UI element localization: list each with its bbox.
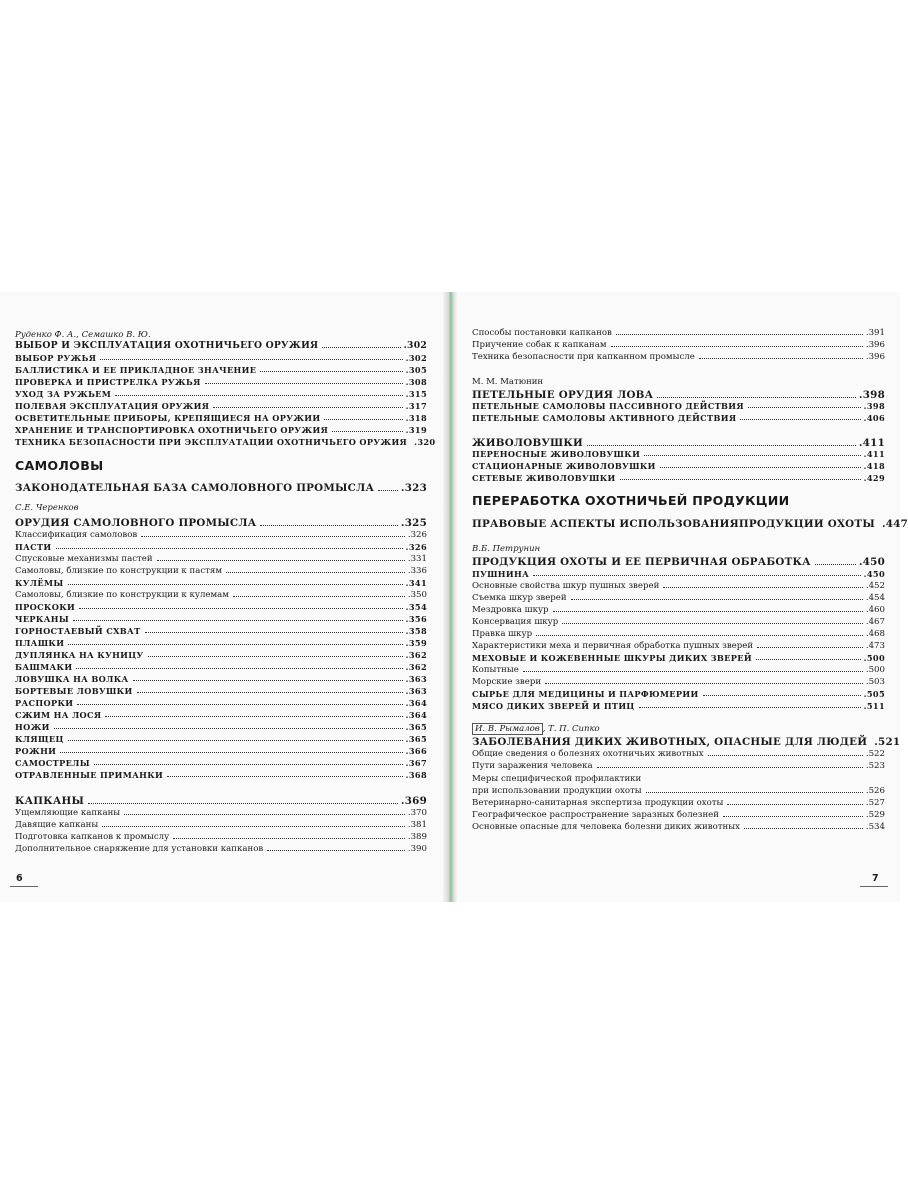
toc-entry: [15, 758, 427, 768]
toc-leader-dots: [332, 431, 402, 432]
toc-page-number: .398: [863, 401, 885, 411]
toc-entry: [472, 328, 885, 338]
toc-entry-title: КЛЯЩЕЦ: [15, 734, 64, 744]
toc-entry: [472, 473, 885, 483]
toc-leader-dots: [226, 572, 405, 573]
section-title-pererabotka: ПЕРЕРАБОТКА ОХОТНИЧЬЕЙ ПРОДУКЦИИ: [472, 493, 790, 508]
toc-entry-title: Классификация самоловов: [15, 530, 138, 540]
toc-entry: [15, 808, 427, 818]
toc-entry-title: при использовании продукции охоты: [472, 786, 642, 796]
toc-leader-dots: [148, 656, 403, 657]
toc-entry-title: ЧЕРКАНЫ: [15, 614, 70, 624]
toc-leader-dots: [723, 816, 863, 817]
toc-page-number: .326: [407, 530, 427, 540]
toc-entry-title: ХРАНЕНИЕ И ТРАНСПОРТИРОВКА ОХОТНИЧЬЕГО ОРУЖИЯ: [15, 425, 329, 435]
toc-entry: [15, 401, 427, 411]
toc-entry: [472, 822, 885, 832]
toc-leader-dots: [744, 828, 863, 829]
toc-entry-title: Характеристики меха и первичная обработка пушных зверей: [472, 641, 754, 651]
toc-entry: [15, 734, 427, 744]
toc-entry-title: Правка шкур: [472, 629, 533, 639]
toc-entry: [15, 674, 427, 684]
toc-leader-dots: [68, 644, 402, 645]
toc-page-number: .356: [405, 614, 427, 624]
toc-page-number: .523: [865, 761, 885, 771]
toc-entry: [15, 590, 427, 600]
toc-page-number: .418: [863, 461, 885, 471]
toc-entry-title: Мездровка шкур: [472, 605, 549, 615]
toc-page-number: .358: [405, 626, 427, 636]
toc-page-number: .362: [405, 662, 427, 672]
toc-leader-dots: [708, 755, 863, 756]
toc-page-number: .308: [405, 377, 427, 387]
toc-leader-dots: [620, 479, 861, 480]
toc-leader-dots: [167, 776, 403, 777]
toc-page-number: .534: [865, 822, 885, 832]
toc-entry: [15, 820, 427, 830]
toc-entry: [472, 352, 885, 362]
toc-leader-dots: [324, 419, 402, 420]
toc-entry: [472, 629, 885, 639]
toc-entry: [472, 401, 885, 411]
toc-entry-title: Съемка шкур зверей: [472, 593, 567, 603]
toc-entry: [472, 761, 885, 771]
toc-page-number: .522: [865, 749, 885, 759]
toc-entry-title: КУЛЁМЫ: [15, 578, 64, 588]
toc-entry-title: САМОСТРЕЛЫ: [15, 758, 90, 768]
toc-entry-title: ВЫБОР И ЭКСПЛУАТАЦИЯ ОХОТНИЧЬЕГО ОРУЖИЯ: [15, 340, 319, 351]
toc-entry-title: ОРУДИЯ САМОЛОВНОГО ПРОМЫСЛА: [15, 517, 257, 529]
toc-entry-title: ЖИВОЛОВУШКИ: [472, 437, 583, 449]
toc-page-number: .450: [858, 556, 885, 568]
toc-page-number: .302: [405, 353, 427, 363]
toc-entry-title: ПАСТИ: [15, 542, 52, 552]
toc-page-number: .336: [407, 566, 427, 576]
toc-leader-dots: [56, 548, 403, 549]
page-number-rule-right: [860, 886, 888, 887]
toc-page-number: .396: [865, 352, 885, 362]
toc-entry: [15, 389, 427, 399]
toc-entry: [15, 377, 427, 387]
toc-entry-title: ПУШНИНА: [472, 569, 530, 579]
toc-entry: [15, 413, 427, 423]
toc-leader-dots: [105, 716, 402, 717]
toc-entry: [15, 365, 427, 375]
toc-leader-dots: [124, 814, 405, 815]
page-number-right: 7: [872, 873, 879, 884]
toc-page-number: .411: [863, 449, 885, 459]
toc-entry-title: Техника безопасности при капканном промысле: [472, 352, 695, 362]
toc-entry-title: ПРОСКОКИ: [15, 602, 76, 612]
toc-leader-dots: [94, 764, 403, 765]
page-number-rule-left: [10, 886, 38, 887]
toc-entry-title: ПЛАШКИ: [15, 638, 65, 648]
toc-entry-title: БАЛЛИСТИКА И ЕЕ ПРИКЛАДНОЕ ЗНАЧЕНИЕ: [15, 365, 257, 375]
toc-page-number: .359: [405, 638, 427, 648]
toc-page-number: .526: [865, 786, 885, 796]
toc-page-number: .396: [865, 340, 885, 350]
toc-page-number: .364: [405, 698, 427, 708]
toc-entry: [15, 437, 436, 447]
toc-leader-dots: [644, 455, 861, 456]
toc-leader-dots: [597, 767, 863, 768]
toc-entry: [472, 617, 885, 627]
toc-entry: [15, 832, 427, 842]
toc-entry: [15, 517, 427, 529]
toc-leader-dots: [663, 587, 863, 588]
toc-page-number: .369: [400, 795, 427, 807]
toc-entry: [472, 810, 885, 820]
toc-entry: [472, 518, 908, 530]
toc-entry-title: Основные свойства шкур пушных зверей: [472, 581, 660, 591]
toc-entry: [15, 770, 427, 780]
toc-leader-dots: [699, 358, 863, 359]
toc-page-number: .317: [405, 401, 427, 411]
toc-entry-title: Копытные: [472, 665, 519, 675]
toc-page-number: .454: [865, 593, 885, 603]
toc-entry-title: КАПКАНЫ: [15, 795, 85, 807]
toc-entry: [472, 389, 885, 401]
toc-entry-title: Самоловы, близкие по конструкции к кулемам: [15, 590, 229, 600]
book-fold: [443, 292, 457, 902]
toc-entry-title: МЯСО ДИКИХ ЗВЕРЕЙ И ПТИЦ: [472, 701, 635, 711]
toc-entry: [15, 710, 427, 720]
toc-leader-dots: [646, 792, 863, 793]
toc-entry: [15, 340, 427, 351]
toc-entry: [15, 686, 427, 696]
toc-leader-dots: [145, 632, 403, 633]
toc-page-number: .406: [863, 413, 885, 423]
toc-leader-dots: [213, 407, 402, 408]
toc-entry: [472, 665, 885, 675]
toc-page-number: .529: [865, 810, 885, 820]
toc-entry: [472, 701, 885, 711]
toc-entry-title: Общие сведения о болезнях охотничьих животных: [472, 749, 704, 759]
toc-page-number: .364: [405, 710, 427, 720]
toc-leader-dots: [60, 752, 402, 753]
toc-page-number: .362: [405, 650, 427, 660]
toc-page-number: .429: [863, 473, 885, 483]
toc-page-number: .326: [405, 542, 427, 552]
toc-page-number: .511: [863, 701, 885, 711]
toc-entry: [15, 746, 427, 756]
toc-entry: [15, 530, 427, 540]
toc-entry-title: ВЫБОР РУЖЬЯ: [15, 353, 97, 363]
toc-leader-dots: [616, 334, 863, 335]
toc-page-number: .368: [405, 770, 427, 780]
author-rymalov-boxed: И. В. Рымалов: [472, 723, 543, 735]
toc-leader-dots: [54, 728, 403, 729]
toc-entry: [472, 437, 885, 449]
toc-entry: [15, 578, 427, 588]
toc-page-number: .521: [874, 736, 901, 748]
toc-entry-title: УХОД ЗА РУЖЬЕМ: [15, 389, 112, 399]
toc-entry-title: ТЕХНИКА БЕЗОПАСНОСТИ ПРИ ЭКСПЛУАТАЦИИ ОХОТНИЧЬЕГО ОРУЖИЯ: [15, 437, 408, 447]
toc-entry: [472, 605, 885, 615]
toc-page-number: .341: [405, 578, 427, 588]
toc-entry: [15, 353, 427, 363]
toc-entry-title: СЕТЕВЫЕ ЖИВОЛОВУШКИ: [472, 473, 616, 483]
toc-page-number: .500: [865, 665, 885, 675]
toc-leader-dots: [657, 397, 856, 398]
toc-leader-dots: [639, 707, 861, 708]
toc-page-number: .350: [407, 590, 427, 600]
toc-page-number: .527: [865, 798, 885, 808]
toc-leader-dots: [267, 850, 405, 851]
toc-entry: [15, 638, 427, 648]
toc-page-number: .354: [405, 602, 427, 612]
toc-leader-dots: [115, 395, 402, 396]
section-title-samolovy: САМОЛОВЫ: [15, 458, 104, 473]
toc-leader-dots: [523, 671, 863, 672]
toc-leader-dots: [611, 346, 863, 347]
toc-leader-dots: [77, 704, 402, 705]
toc-page-number: .305: [405, 365, 427, 375]
toc-page-number: .302: [403, 340, 427, 351]
toc-entry-title: ЛОВУШКА НА ВОЛКА: [15, 674, 129, 684]
toc-page-number: .370: [407, 808, 427, 818]
toc-leader-dots: [322, 347, 400, 348]
toc-entry: [15, 614, 427, 624]
toc-page-number: .319: [405, 425, 427, 435]
toc-leader-dots: [660, 467, 861, 468]
toc-leader-dots: [562, 623, 863, 624]
toc-entry-title: Давящие капканы: [15, 820, 99, 830]
toc-page-number: .318: [405, 413, 427, 423]
toc-entry: [15, 722, 427, 732]
toc-entry-title: СЖИМ НА ЛОСЯ: [15, 710, 102, 720]
toc-entry: [472, 641, 885, 651]
toc-leader-dots: [76, 668, 402, 669]
toc-leader-dots: [68, 584, 403, 585]
toc-page-number: .450: [863, 569, 885, 579]
toc-entry: [472, 413, 885, 423]
toc-entry-title: ПРОВЕРКА И ПРИСТРЕЛКА РУЖЬЯ: [15, 377, 201, 387]
toc-leader-dots: [740, 419, 860, 420]
toc-page-number: .391: [865, 328, 885, 338]
toc-page-number: .365: [405, 722, 427, 732]
toc-entry: [15, 602, 427, 612]
toc-leader-dots: [553, 611, 863, 612]
toc-entry: [472, 449, 885, 459]
toc-page-number: .320: [414, 437, 436, 447]
toc-entry: [15, 554, 427, 564]
toc-page-number: .365: [405, 734, 427, 744]
toc-leader-dots: [205, 383, 403, 384]
toc-entry-title: РАСПОРКИ: [15, 698, 74, 708]
toc-leader-dots: [102, 826, 405, 827]
toc-leader-dots: [378, 490, 398, 491]
toc-leader-dots: [703, 695, 861, 696]
toc-entry: [472, 786, 885, 796]
toc-entry-title: МЕХОВЫЕ И КОЖЕВЕННЫЕ ШКУРЫ ДИКИХ ЗВЕРЕЙ: [472, 653, 752, 663]
toc-entry-title: Спусковые механизмы пастей: [15, 554, 153, 564]
author-petrunin: В.Б. Петрунин: [472, 544, 541, 554]
toc-leader-dots: [141, 536, 405, 537]
toc-entry-title: Самоловы, близкие по конструкции к пастям: [15, 566, 223, 576]
page-number-left: 6: [16, 873, 23, 884]
toc-entry-title: ДУПЛЯНКА НА КУНИЦУ: [15, 650, 144, 660]
toc-entry: [15, 425, 427, 435]
toc-leader-dots: [533, 575, 861, 576]
toc-entry: [472, 798, 885, 808]
toc-leader-dots: [88, 803, 398, 804]
toc-leader-dots: [545, 683, 863, 684]
toc-leader-dots: [757, 647, 863, 648]
toc-entry-title: СЫРЬЕ ДЛЯ МЕДИЦИНЫ И ПАРФЮМЕРИИ: [472, 689, 699, 699]
prophylaxis-heading-line: Меры специфической профилактики: [472, 774, 642, 784]
toc-page-number: .363: [405, 674, 427, 684]
toc-leader-dots: [727, 804, 862, 805]
toc-leader-dots: [157, 560, 405, 561]
toc-leader-dots: [260, 371, 402, 372]
author-cherenkov: С.Е. Черенков: [15, 503, 79, 513]
toc-page-number: .367: [405, 758, 427, 768]
toc-entry: [472, 581, 885, 591]
toc-entry-title: Подготовка капканов к промыслу: [15, 832, 170, 842]
toc-leader-dots: [571, 599, 863, 600]
toc-entry-title: ПРОДУКЦИЯ ОХОТЫ И ЕЕ ПЕРВИЧНАЯ ОБРАБОТКА: [472, 556, 811, 568]
author-rudenko-semashko: Руденко Ф. А., Семашко В. Ю.: [15, 330, 151, 340]
toc-entry: [15, 844, 427, 854]
toc-entry-title: ПЕТЕЛЬНЫЕ САМОЛОВЫ АКТИВНОГО ДЕЙСТВИЯ: [472, 413, 737, 423]
toc-page-number: .366: [405, 746, 427, 756]
toc-entry-title: Ущемляющие капканы: [15, 808, 121, 818]
toc-entry-title: ОТРАВЛЕННЫЕ ПРИМАНКИ: [15, 770, 164, 780]
author-matyunin: М. М. Матюнин: [472, 377, 544, 387]
toc-entry-title: Географическое распространение заразных болезней: [472, 810, 719, 820]
toc-entry: [472, 653, 885, 663]
toc-page-number: .467: [865, 617, 885, 627]
author-rymalov-sipko: [472, 724, 600, 734]
toc-leader-dots: [756, 659, 861, 660]
toc-leader-dots: [68, 740, 403, 741]
toc-leader-dots: [748, 407, 861, 408]
toc-entry-title: ПЕРЕНОСНЫЕ ЖИВОЛОВУШКИ: [472, 449, 641, 459]
toc-page-number: .331: [407, 554, 427, 564]
toc-entry: [472, 736, 901, 748]
toc-entry: [15, 542, 427, 552]
toc-entry-title: ГОРНОСТАЕВЫЙ СХВАТ: [15, 626, 141, 636]
toc-entry: [15, 795, 427, 807]
toc-entry: [472, 556, 885, 568]
toc-leader-dots: [133, 680, 403, 681]
toc-page-number: .447: [881, 518, 908, 530]
toc-leader-dots: [587, 445, 856, 446]
toc-entry-title: ЗАКОНОДАТЕЛЬНАЯ БАЗА САМОЛОВНОГО ПРОМЫСЛА: [15, 482, 375, 494]
toc-entry-title: Морские звери: [472, 677, 542, 687]
toc-leader-dots: [260, 525, 398, 526]
toc-entry: [472, 749, 885, 759]
toc-entry: [15, 482, 427, 494]
toc-entry-title: Основные опасные для человека болезни диких животных: [472, 822, 740, 832]
toc-page-number: .503: [865, 677, 885, 687]
toc-entry: [15, 626, 427, 636]
toc-entry: [472, 689, 885, 699]
toc-entry-title: ПОЛЕВАЯ ЭКСПЛУАТАЦИЯ ОРУЖИЯ: [15, 401, 210, 411]
toc-page-number: .460: [865, 605, 885, 615]
toc-entry: [472, 340, 885, 350]
toc-entry: [472, 677, 885, 687]
toc-entry-title: ПЕТЕЛЬНЫЕ ОРУДИЯ ЛОВА: [472, 389, 654, 401]
toc-entry: [15, 662, 427, 672]
toc-page-number: .468: [865, 629, 885, 639]
toc-page-number: .315: [405, 389, 427, 399]
toc-page-number: .323: [400, 482, 427, 494]
toc-leader-dots: [137, 692, 403, 693]
toc-entry-title: НОЖИ: [15, 722, 50, 732]
toc-page-number: .473: [865, 641, 885, 651]
toc-page-number: .500: [863, 653, 885, 663]
toc-leader-dots: [79, 608, 403, 609]
toc-entry-title: БОРТЕВЫЕ ЛОВУШКИ: [15, 686, 133, 696]
toc-entry: [472, 461, 885, 471]
toc-entry-title: ЗАБОЛЕВАНИЯ ДИКИХ ЖИВОТНЫХ, ОПАСНЫЕ ДЛЯ ЛЮДЕЙ: [472, 736, 868, 748]
toc-entry: [15, 650, 427, 660]
toc-entry: [472, 569, 885, 579]
toc-leader-dots: [73, 620, 403, 621]
author-sipko: , Т. П. Сипко: [542, 724, 600, 734]
toc-entry-title: ПРАВОВЫЕ АСПЕКТЫ ИСПОЛЬЗОВАНИЯПРОДУКЦИИ ОХОТЫ: [472, 518, 875, 530]
toc-entry: [472, 593, 885, 603]
toc-entry-title: Консервация шкур: [472, 617, 559, 627]
toc-entry-title: ОСВЕТИТЕЛЬНЫЕ ПРИБОРЫ, КРЕПЯЩИЕСЯ НА ОРУЖИИ: [15, 413, 321, 423]
toc-entry-title: Способы постановки капканов: [472, 328, 612, 338]
toc-entry-title: РОЖНИ: [15, 746, 57, 756]
toc-entry-title: Ветеринарно-санитарная экспертиза продукции охоты: [472, 798, 724, 808]
toc-page-number: .325: [400, 517, 427, 529]
toc-leader-dots: [233, 596, 405, 597]
toc-entry-title: ПЕТЕЛЬНЫЕ САМОЛОВЫ ПАССИВНОГО ДЕЙСТВИЯ: [472, 401, 744, 411]
toc-page-number: .390: [407, 844, 427, 854]
toc-page-number: .452: [865, 581, 885, 591]
toc-leader-dots: [536, 635, 863, 636]
toc-entry-title: БАШМАКИ: [15, 662, 73, 672]
toc-entry-title: Приучение собак к капканам: [472, 340, 607, 350]
toc-entry-title: Пути заражения человека: [472, 761, 593, 771]
toc-entry-title: Дополнительное снаряжение для установки капканов: [15, 844, 264, 854]
toc-page-number: .505: [863, 689, 885, 699]
toc-page-number: .381: [407, 820, 427, 830]
toc-entry: [15, 698, 427, 708]
toc-leader-dots: [173, 838, 405, 839]
toc-entry-title: СТАЦИОНАРНЫЕ ЖИВОЛОВУШКИ: [472, 461, 656, 471]
toc-page-number: .363: [405, 686, 427, 696]
toc-leader-dots: [815, 564, 856, 565]
toc-page-number: .398: [858, 389, 885, 401]
toc-leader-dots: [100, 359, 402, 360]
toc-entry: [15, 566, 427, 576]
toc-page-number: .411: [858, 437, 885, 449]
toc-page-number: .389: [407, 832, 427, 842]
